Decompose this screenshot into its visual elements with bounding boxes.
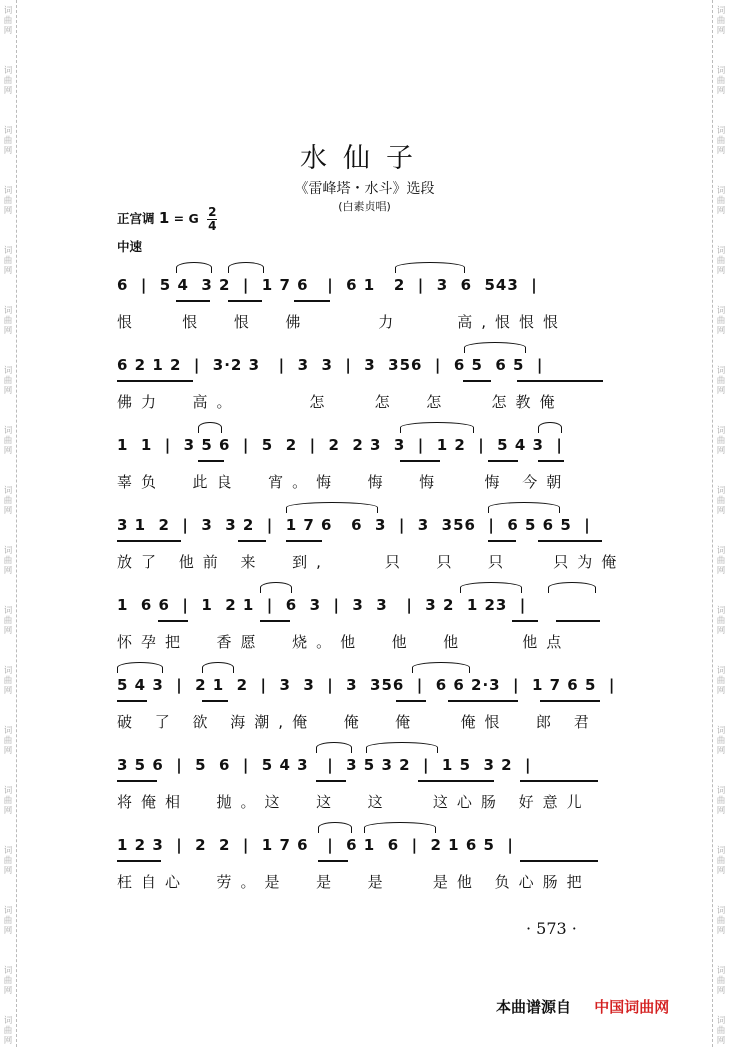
watermark-text: 词曲网	[716, 786, 726, 816]
slur-mark	[198, 422, 222, 433]
beam-line	[463, 380, 491, 382]
watermark-text: 词曲网	[3, 606, 13, 636]
watermark-text: 词曲网	[3, 906, 13, 936]
slur-mark	[464, 342, 526, 353]
beam-line	[117, 540, 181, 542]
beam-line	[198, 460, 224, 462]
score-system-8	[0, 836, 729, 906]
beam-line	[538, 540, 602, 542]
time-signature-bottom: 4	[208, 219, 217, 233]
watermark-text: 词曲网	[716, 66, 726, 96]
source-credit	[496, 996, 669, 1017]
slur-mark	[400, 422, 474, 433]
score-system-6	[0, 676, 729, 746]
watermark-text: 词曲网	[3, 366, 13, 396]
score-system-7	[0, 756, 729, 826]
notation-line: 1 2 3 | 2 2 | 1 7 6 | 6 1 6 | 2 1 6 5 |	[117, 836, 514, 854]
beam-line	[260, 620, 290, 622]
notation-line: 1 6 6 | 1 2 1 | 6 3 | 3 3 | 3 2 1 23 |	[117, 596, 527, 614]
watermark-text: 词曲网	[716, 906, 726, 936]
source-label: 本曲谱源自	[496, 998, 572, 1016]
time-signature-top: 2	[208, 205, 217, 219]
page-number: · 573 ·	[526, 919, 577, 938]
watermark-text: 词曲网	[3, 126, 13, 156]
watermark-text: 词曲网	[716, 1016, 726, 1046]
watermark-text: 词曲网	[716, 846, 726, 876]
slur-mark	[316, 742, 352, 753]
beam-line	[117, 860, 161, 862]
beam-line	[538, 460, 564, 462]
slur-mark	[460, 582, 522, 593]
lyric-line: 将俺相 抛。这 这 这 这心肠 好意儿	[117, 793, 591, 811]
beam-line	[400, 460, 440, 462]
beam-line	[202, 700, 228, 702]
watermark-text: 词曲网	[3, 966, 13, 996]
notation-line: 1 1 | 3 5 6 | 5 2 | 2 2 3 3 | 1 2 | 5 4 3 |	[117, 436, 563, 454]
watermark-text: 词曲网	[716, 6, 726, 36]
lyric-line: 恨 恨 恨 佛 力 高,恨恨恨	[117, 313, 568, 331]
song-title: 水仙子	[300, 143, 429, 174]
notation-line: 3 5 6 | 5 6 | 5 4 3 | 3 5 3 2 | 1 5 3 2 |	[117, 756, 532, 774]
beam-line	[556, 620, 600, 622]
beam-line	[117, 780, 157, 782]
beam-line	[396, 700, 426, 702]
score-system-4	[0, 516, 729, 586]
key-mode: 正宫调	[117, 211, 155, 226]
lyric-line: 辜负 此良 宵。悔 悔 悔 悔 今朝	[117, 473, 571, 491]
watermark-text: 词曲网	[3, 486, 13, 516]
beam-line	[488, 540, 516, 542]
beam-line	[158, 620, 188, 622]
slur-mark	[286, 502, 378, 513]
score-system-5	[0, 596, 729, 666]
watermark-text: 词曲网	[716, 126, 726, 156]
slur-mark	[228, 262, 264, 273]
watermark-text: 词曲网	[3, 546, 13, 576]
beam-line	[512, 620, 538, 622]
watermark-text: 词曲网	[3, 186, 13, 216]
watermark-text: 词曲网	[716, 726, 726, 756]
watermark-text: 词曲网	[3, 6, 13, 36]
beam-line	[117, 700, 147, 702]
beam-line	[228, 300, 262, 302]
beam-line	[318, 860, 348, 862]
slur-mark	[176, 262, 212, 273]
lyric-line: 怀孕把 香愿 烧。他 他 他 他点	[117, 633, 571, 651]
slur-mark	[364, 822, 436, 833]
slur-mark	[318, 822, 352, 833]
beam-line	[520, 860, 598, 862]
watermark-text: 词曲网	[3, 1016, 13, 1046]
singer-note: (白素贞唱)	[338, 200, 391, 213]
beam-line	[448, 700, 518, 702]
slur-mark	[202, 662, 234, 673]
key-pitch: = G	[173, 211, 199, 226]
watermark-text: 词曲网	[716, 186, 726, 216]
slur-mark	[488, 502, 560, 513]
watermark-text: 词曲网	[716, 426, 726, 456]
beam-line	[418, 780, 494, 782]
tempo-marking: 中速	[117, 239, 143, 254]
beam-line	[176, 300, 210, 302]
beam-line	[540, 700, 600, 702]
key-tonic: 1	[158, 209, 170, 227]
lyric-line: 破 了 欲 海潮,俺 俺 俺 俺恨 郎 君	[117, 713, 598, 731]
notation-line: 5 4 3 | 2 1 2 | 3 3 | 3 356 | 6 6 2·3 | 1 7 6 5 |	[117, 676, 616, 694]
watermark-text: 词曲网	[716, 606, 726, 636]
lyric-line: 放了 他前 来 到, 只 只 只 只为俺	[117, 553, 626, 571]
notation-line: 3 1 2 | 3 3 2 | 1 7 6 6 3 | 3 356 | 6 5 6 5 |	[117, 516, 591, 534]
beam-line	[238, 540, 266, 542]
notation-line: 6 | 5 4 3 2 | 1 7 6 | 6 1 2 | 3 6 543 |	[117, 276, 538, 294]
beam-line	[294, 300, 330, 302]
notation-line: 6 2 1 2 | 3·2 3 | 3 3 | 3 356 | 6 5 6 5 |	[117, 356, 544, 374]
beam-line	[520, 780, 598, 782]
slur-mark	[117, 662, 163, 673]
watermark-text: 词曲网	[3, 846, 13, 876]
beam-line	[316, 780, 346, 782]
time-signature	[207, 206, 217, 233]
beam-line	[286, 540, 322, 542]
watermark-text: 词曲网	[716, 306, 726, 336]
lyric-line: 佛力 高。 怎 怎 怎 怎教俺	[117, 393, 564, 411]
beam-line	[488, 460, 518, 462]
beam-line	[117, 380, 193, 382]
key-signature	[117, 206, 217, 233]
score-system-2	[0, 356, 729, 426]
song-subtitle: 《雷峰塔・水斗》选段	[294, 181, 435, 197]
watermark-text: 词曲网	[3, 426, 13, 456]
slur-mark	[548, 582, 596, 593]
lyric-line: 枉自心 劳。是 是 是 是他 负心肠把	[117, 873, 591, 891]
beam-line	[517, 380, 603, 382]
slur-mark	[260, 582, 292, 593]
watermark-text: 词曲网	[716, 246, 726, 276]
watermark-text: 词曲网	[716, 546, 726, 576]
source-site-link[interactable]: 中国词曲网	[594, 998, 670, 1016]
watermark-text: 词曲网	[716, 666, 726, 696]
watermark-text: 词曲网	[716, 966, 726, 996]
score-system-3	[0, 436, 729, 506]
slur-mark	[395, 262, 465, 273]
score-system-1	[0, 276, 729, 346]
slur-mark	[538, 422, 562, 433]
slur-mark	[366, 742, 438, 753]
watermark-text: 词曲网	[3, 786, 13, 816]
watermark-text: 词曲网	[3, 246, 13, 276]
watermark-text: 词曲网	[716, 486, 726, 516]
watermark-text: 词曲网	[3, 726, 13, 756]
watermark-text: 词曲网	[3, 306, 13, 336]
watermark-text: 词曲网	[3, 666, 13, 696]
watermark-text: 词曲网	[716, 366, 726, 396]
slur-mark	[412, 662, 470, 673]
watermark-text: 词曲网	[3, 66, 13, 96]
